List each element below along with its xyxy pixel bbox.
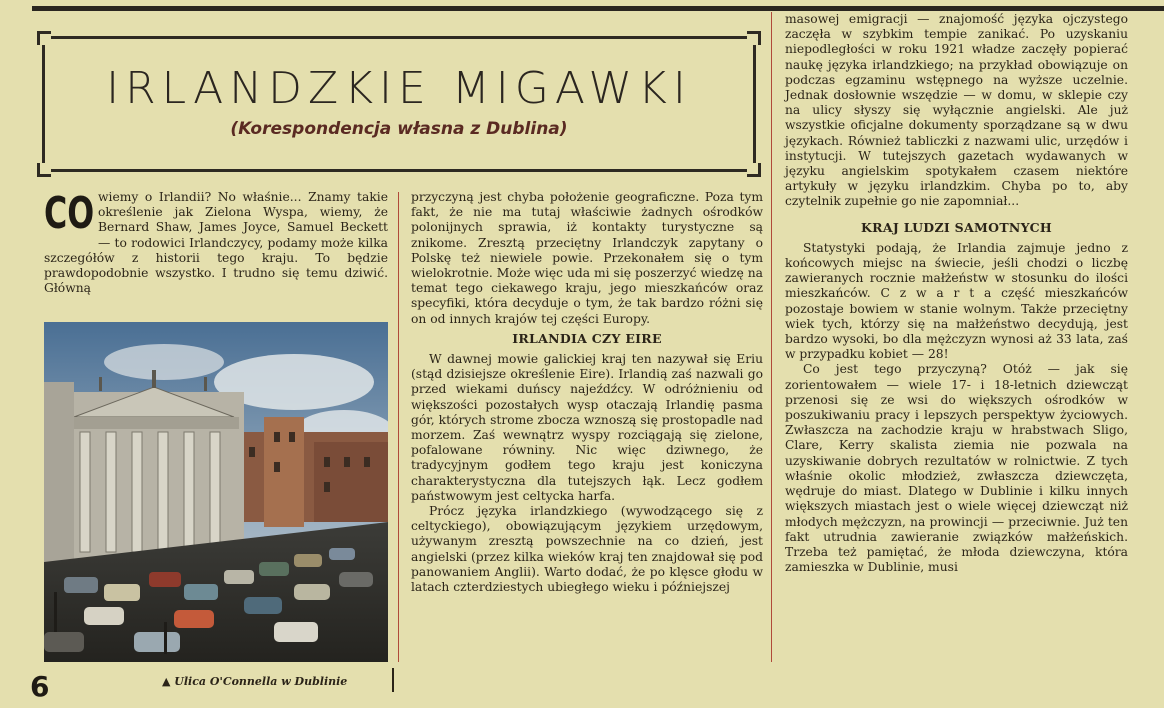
column-3 bbox=[785, 12, 1128, 575]
column-rule bbox=[398, 192, 399, 662]
column-1 bbox=[44, 190, 388, 296]
section-heading: KRAJ LUDZI SAMOTNYCH bbox=[860, 219, 1053, 235]
photo-caption: ▲ Ulica O'Connella w Dublinie bbox=[162, 675, 348, 688]
paragraph: Co jest tego przyczyną? Otóż — jak się zorientowałem — wiele 17- i 18-letnich dziewcząt przenosi się ze wsi do większych ośrodków w poszukiwaniu pracy i lepszych perspektyw życiowych. Zwłaszcza na zachodzie kraju w hrabstwach Sligo, Clare, Kerry skalista ziemia nie pozwala na uzyskiwanie dobrych rezultatów w rolnictwie. Z tych właśnie okolic młodzież, zwłaszcza dziewczęta, wędruje do miast. Dlatego w Dublinie i kilku innych większych miastach jest o wiele więcej dziewcząt niż młodych mężczyzn, na prowincji — przeciwnie. Już ten fakt utrudnia zawieranie związków małżeńskich. Trzeba też pamiętać, że młoda dziewczyna, która zamieszka w Dublinie, musi bbox=[785, 362, 1128, 575]
paragraph: W dawnej mowie galickiej kraj ten nazywał się Eriu (stąd dzisiejsze określenie Eire). Irlandią zaś nazwali go przed wiekami duńscy najeźdźcy. W odróżnieniu od większości pozostałych wysp otaczają Irlandię pasma gór, których strome zbocza wznoszą się prostopadle nad morzem. Zaś wewnątrz wyspy rozciągają się zielone, pofalowane równiny. Nic więc dziwnego, że tradycyjnym godłem tego kraju jest koniczyna charakterystyczna dla tutejszych łąk. Lecz godłem państwowym jest celtycka harfa. bbox=[411, 352, 763, 503]
article-title: IRLANDZKIE MIGAWKI bbox=[106, 63, 692, 114]
frame-corner bbox=[37, 31, 51, 45]
top-rule bbox=[32, 6, 1164, 11]
frame-corner bbox=[747, 163, 761, 177]
page-number: 6 bbox=[30, 670, 50, 703]
frame-corner bbox=[37, 163, 51, 177]
paragraph: Prócz języka irlandzkiego (wywodzącego się z celtyckiego), obowiązującym językiem urzędowym, używanym zresztą powszechnie na co dzień, jest angielski (przez kilka wieków kraj ten znajdował się pod panowaniem Anglii). Warto dodać, że po klęsce głodu w latach czterdziestych ubiegłego wieku i późniejszej bbox=[411, 504, 763, 595]
drop-cap: CO bbox=[44, 188, 95, 239]
street-photo bbox=[44, 322, 388, 662]
column-2 bbox=[411, 190, 763, 595]
paragraph: Statystyki podają, że Irlandia zajmuje jedno z końcowych miejsc na świecie, jeśli chodzi o liczbę zawieranych rocznie małżeństw w stosunku do ilości mieszkańców. C z w a r t a część mieszkańców pozostaje bowiem w stanie wolnym. Także przeciętny wiek tych, którzy się na małżeństwo decydują, jest bardzo wysoki, bo dla mężczyzn wynosi aż 33 lata, zaś w przypadku kobiet — 28! bbox=[785, 240, 1128, 362]
caption-rule bbox=[392, 668, 394, 692]
paragraph: wiemy o Irlandii? No właśnie... Znamy takie określenie jak Zielona Wyspa, wiemy, że Bernard Shaw, James Joyce, Samuel Beckett — to rodowici Irlandczycy, podamy może kilka szczegółów z historii tego kraju. To będzie prawdopodobnie wszystko. I trudno się temu dziwić. Główną bbox=[44, 190, 388, 296]
column-rule bbox=[771, 12, 772, 662]
frame-corner bbox=[747, 31, 761, 45]
header-frame bbox=[42, 36, 756, 172]
paragraph: masowej emigracji — znajomość języka ojczystego zaczęła w szybkim tempie zanikać. Po uzyskaniu niepodległości w roku 1921 władze zaczęły popierać naukę języka irlandzkiego; na przykład obowiązuje on podczas egzaminu wstępnego na wyższe uczelnie. Jednak dosłownie wszędzie — w domu, w sklepie czy na ulicy słyszy się wyłącznie angielski. Ale już wszystkie oficjalne dokumenty sporządzane są w dwu językach. Również tabliczki z nazwami ulic, urzędów i instytucji. W tutejszych gazetach wydawanych w języku angielskim spotykałem czasem niektóre artykuły w języku irlandzkim. Chyba po to, aby czytelnik zupełnie go nie zapomniał... bbox=[785, 12, 1128, 209]
article-subtitle: (Korespondencja własna z Dublina) bbox=[230, 119, 568, 139]
section-heading: IRLANDIA CZY EIRE bbox=[512, 330, 662, 346]
paragraph: przyczyną jest chyba położenie geograficzne. Poza tym fakt, że nie ma tutaj właściwie żadnych ośrodków polonijnych sprawia, iż kontakty turystyczne są znikome. Zresztą przeciętny Irlandczyk zapytany o Polskę też niewiele powie. Przekonałem się o tym wielokrotnie. Może więc uda mi się poszerzyć wiedzę na temat tego ciekawego kraju, jego mieszkańców oraz specyfiki, która decyduje o tym, że tak bardzo różni się on od innych krajów tej części Europy. bbox=[411, 190, 763, 326]
